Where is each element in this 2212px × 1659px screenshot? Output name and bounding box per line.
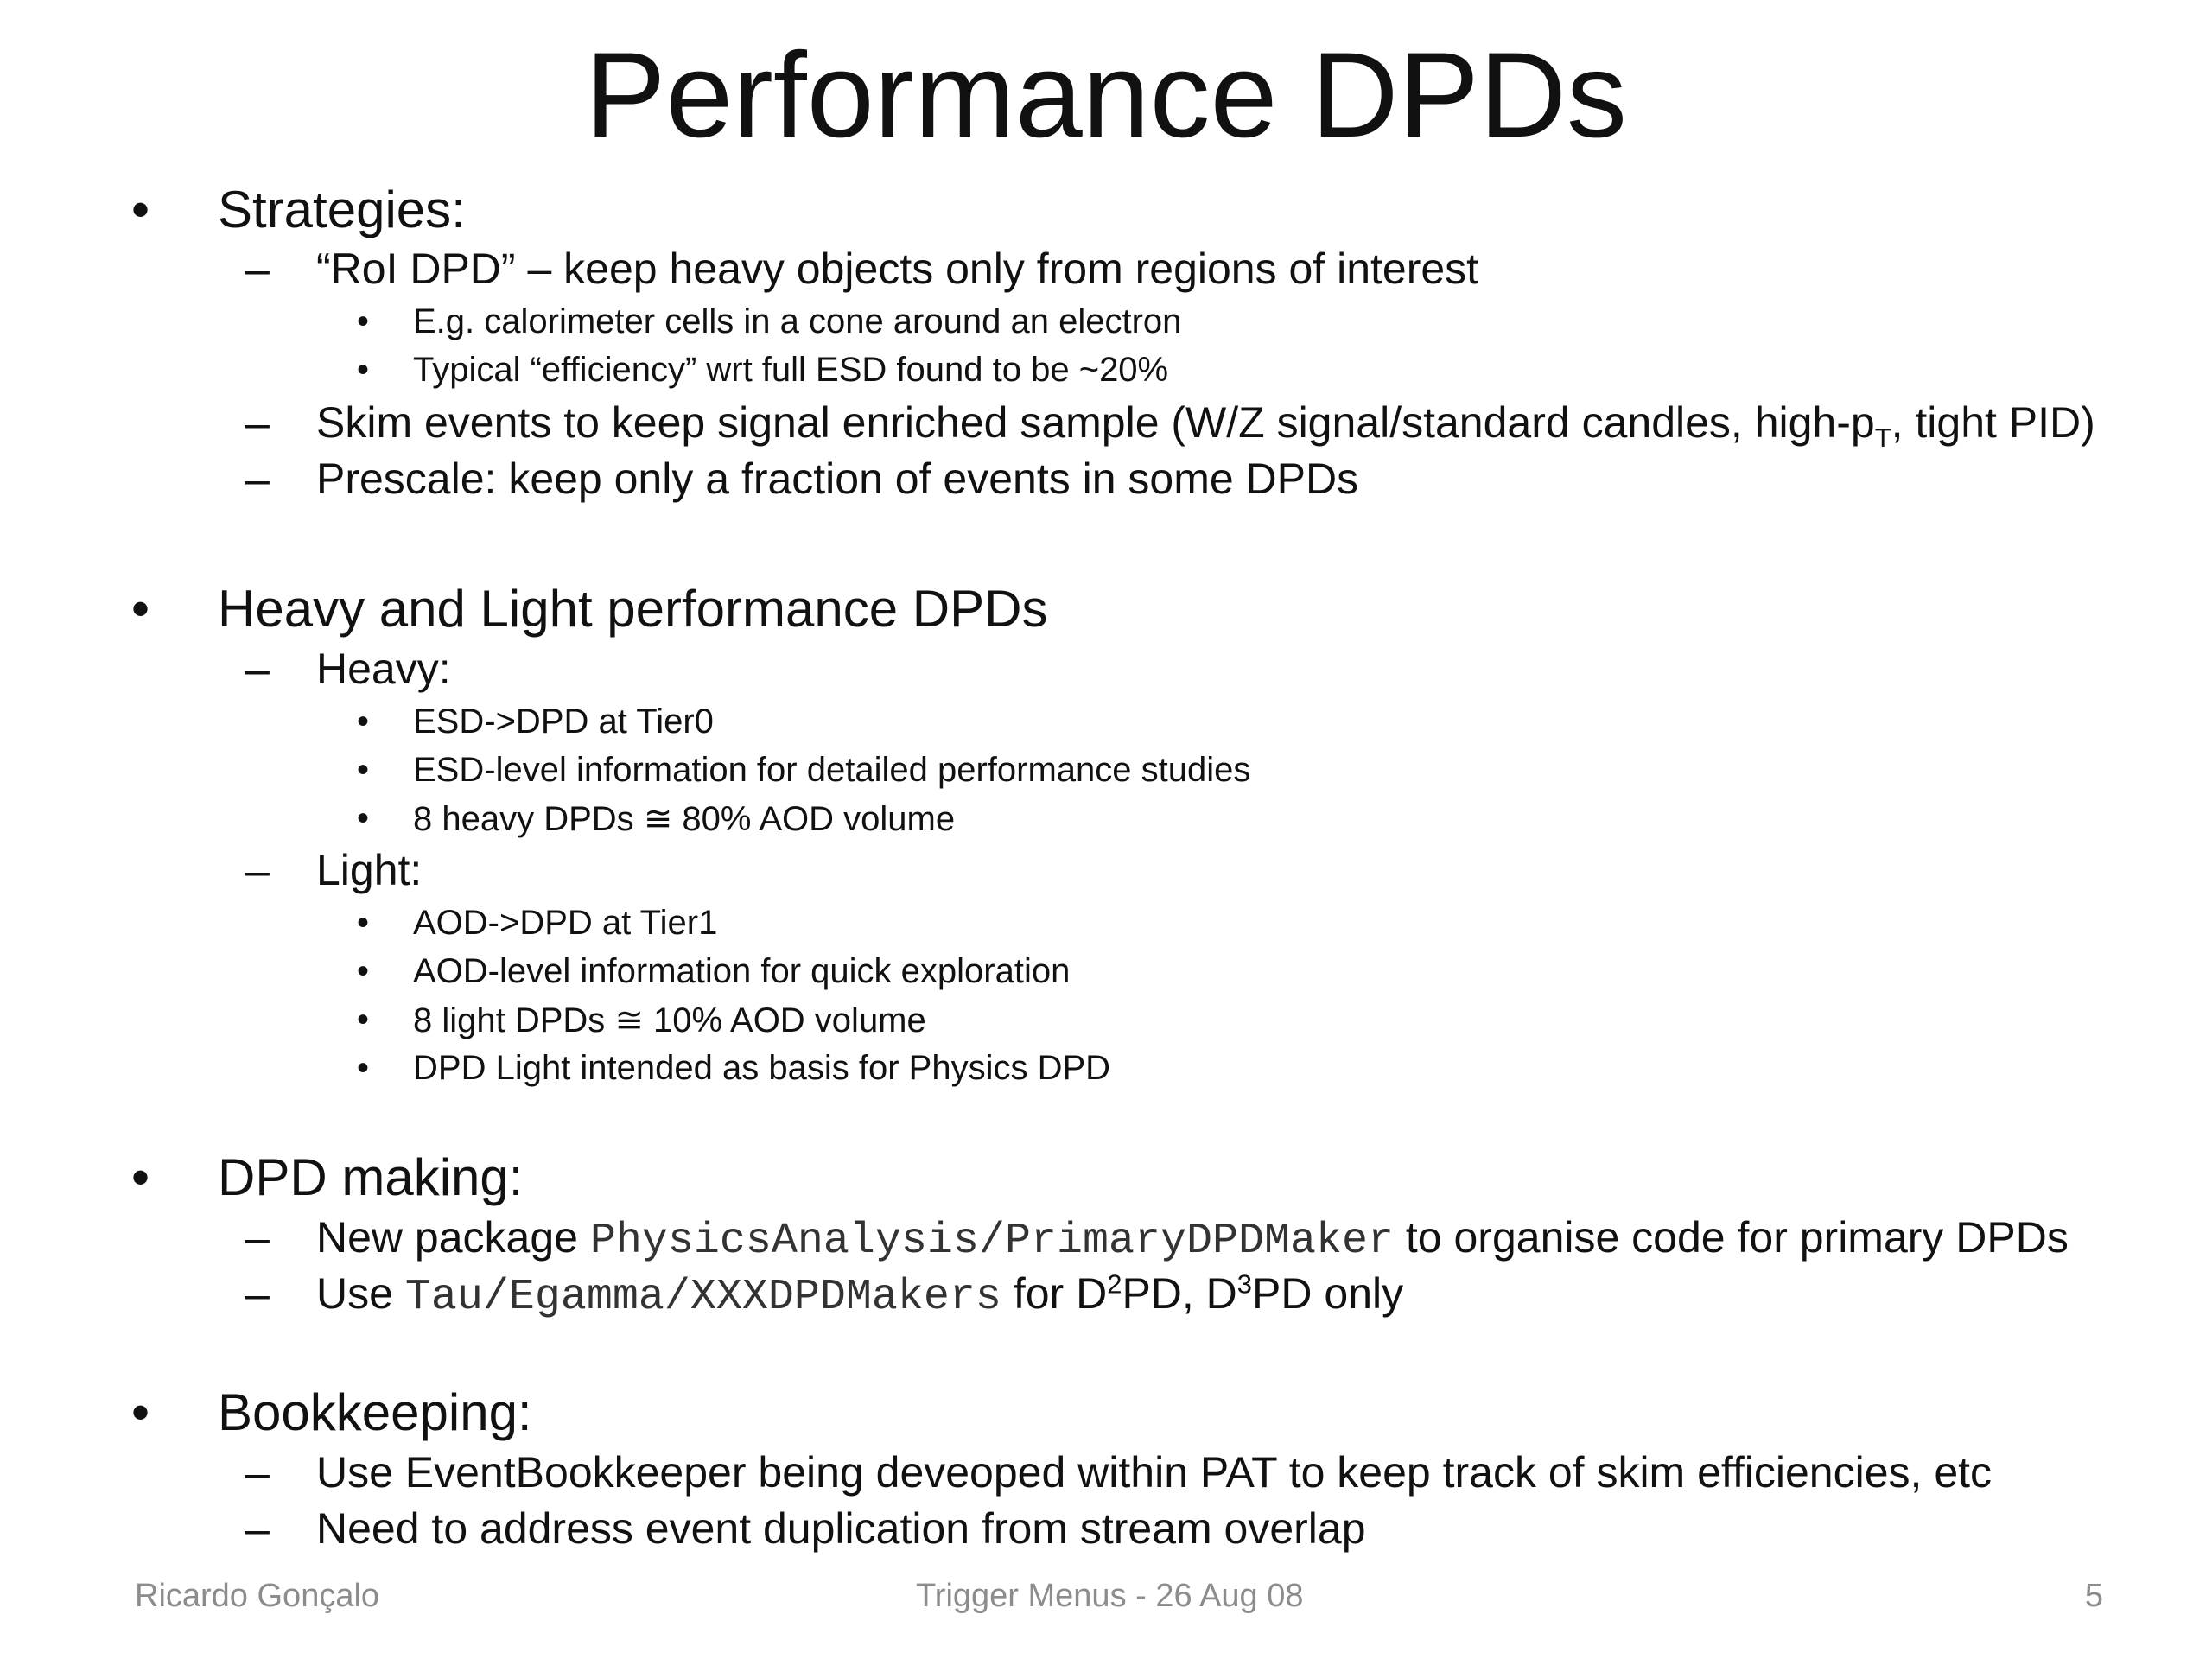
dash-glyph: – bbox=[245, 1269, 270, 1319]
sub-bullet-text bbox=[316, 397, 2095, 454]
sub-sub-bullet-text: 8 heavy DPDs ≅ 80% AOD volume bbox=[413, 800, 956, 838]
use-text-end: PD only bbox=[1252, 1269, 1404, 1318]
section-heading: Heavy and Light performance DPDs bbox=[218, 580, 1048, 638]
sub-sub-bullet-text: ESD-level information for detailed performance studies bbox=[413, 751, 1251, 789]
subscript: T bbox=[1874, 423, 1891, 453]
bullet-glyph: • bbox=[357, 302, 370, 340]
dash-glyph: – bbox=[245, 245, 270, 295]
dash-glyph: – bbox=[245, 846, 270, 896]
use-text: Use bbox=[316, 1269, 405, 1318]
sub-sub-bullet-text: AOD->DPD at Tier1 bbox=[413, 904, 718, 942]
bullet-glyph: • bbox=[131, 580, 150, 638]
bullet-glyph: • bbox=[357, 952, 370, 990]
use-text-mid: for D bbox=[1001, 1269, 1108, 1318]
sub-bullet-text: Use EventBookkeeper being deveoped within PAT to keep track of skim efficiencies, etc bbox=[316, 1448, 1993, 1497]
footer-page-number: 5 bbox=[2084, 1578, 2103, 1614]
section-heading: DPD making: bbox=[218, 1148, 524, 1206]
footer-event: Trigger Menus - 26 Aug 08 bbox=[916, 1578, 1304, 1614]
sub-sub-bullet-text: 8 light DPDs ≅ 10% AOD volume bbox=[413, 1001, 926, 1039]
sub-bullet-text: Light: bbox=[316, 846, 423, 894]
slide-title: Performance DPDs bbox=[585, 27, 1627, 162]
bullet-glyph: • bbox=[357, 799, 370, 837]
sub-sub-bullet-text: Typical “efficiency” wrt full ESD found to be ~20% bbox=[413, 351, 1169, 389]
use-text-mid: PD, D bbox=[1122, 1269, 1237, 1318]
footer-author: Ricardo Gonçalo bbox=[135, 1578, 380, 1614]
section-heading: Bookkeeping: bbox=[218, 1383, 532, 1441]
sub-sub-bullet-text: AOD-level information for quick exploration bbox=[413, 952, 1071, 990]
bullet-glyph: • bbox=[357, 1049, 370, 1087]
superscript: 3 bbox=[1236, 1268, 1253, 1300]
bullet-glyph: • bbox=[357, 904, 370, 942]
sub-bullet-text bbox=[316, 1212, 2069, 1266]
sub-sub-bullet-text: ESD->DPD at Tier0 bbox=[413, 702, 714, 741]
sub-bullet-text: “RoI DPD” – keep heavy objects only from regions of interest bbox=[316, 245, 1479, 293]
bullet-glyph: • bbox=[357, 1001, 370, 1039]
section-heading: Strategies: bbox=[218, 181, 466, 238]
bullet-glyph: • bbox=[357, 351, 370, 389]
dash-glyph: – bbox=[245, 454, 270, 505]
package-text: New package bbox=[316, 1213, 590, 1262]
bullet-glyph: • bbox=[357, 751, 370, 789]
use-code: Tau/Egamma/XXXDPDMakers bbox=[404, 1273, 1001, 1322]
sub-bullet-text: Heavy: bbox=[316, 645, 451, 693]
superscript: 2 bbox=[1107, 1268, 1122, 1300]
sub-bullet-text: Need to address event duplication from stream overlap bbox=[316, 1504, 1366, 1553]
sub-sub-bullet-text: E.g. calorimeter cells in a cone around an electron bbox=[413, 302, 1182, 340]
dash-glyph: – bbox=[245, 1448, 270, 1498]
skim-text-end: , tight PID) bbox=[1891, 398, 2095, 447]
bullet-glyph: • bbox=[131, 181, 150, 238]
dash-glyph: – bbox=[245, 645, 270, 695]
package-text-end: to organise code for primary DPDs bbox=[1394, 1213, 2069, 1262]
sub-sub-bullet-text: DPD Light intended as basis for Physics DPD bbox=[413, 1049, 1111, 1087]
dash-glyph: – bbox=[245, 398, 270, 448]
dash-glyph: – bbox=[245, 1213, 270, 1263]
dash-glyph: – bbox=[245, 1504, 270, 1554]
bullet-glyph: • bbox=[357, 702, 370, 741]
sub-bullet-text: Prescale: keep only a fraction of events in some DPDs bbox=[316, 454, 1359, 503]
bullet-glyph: • bbox=[131, 1383, 150, 1441]
sub-bullet-text bbox=[316, 1268, 1403, 1322]
bullet-glyph: • bbox=[131, 1148, 150, 1206]
package-code: PhysicsAnalysis/PrimaryDPDMaker bbox=[589, 1217, 1395, 1266]
skim-text: Skim events to keep signal enriched sample (W/Z signal/standard candles, high-p bbox=[316, 398, 1875, 447]
